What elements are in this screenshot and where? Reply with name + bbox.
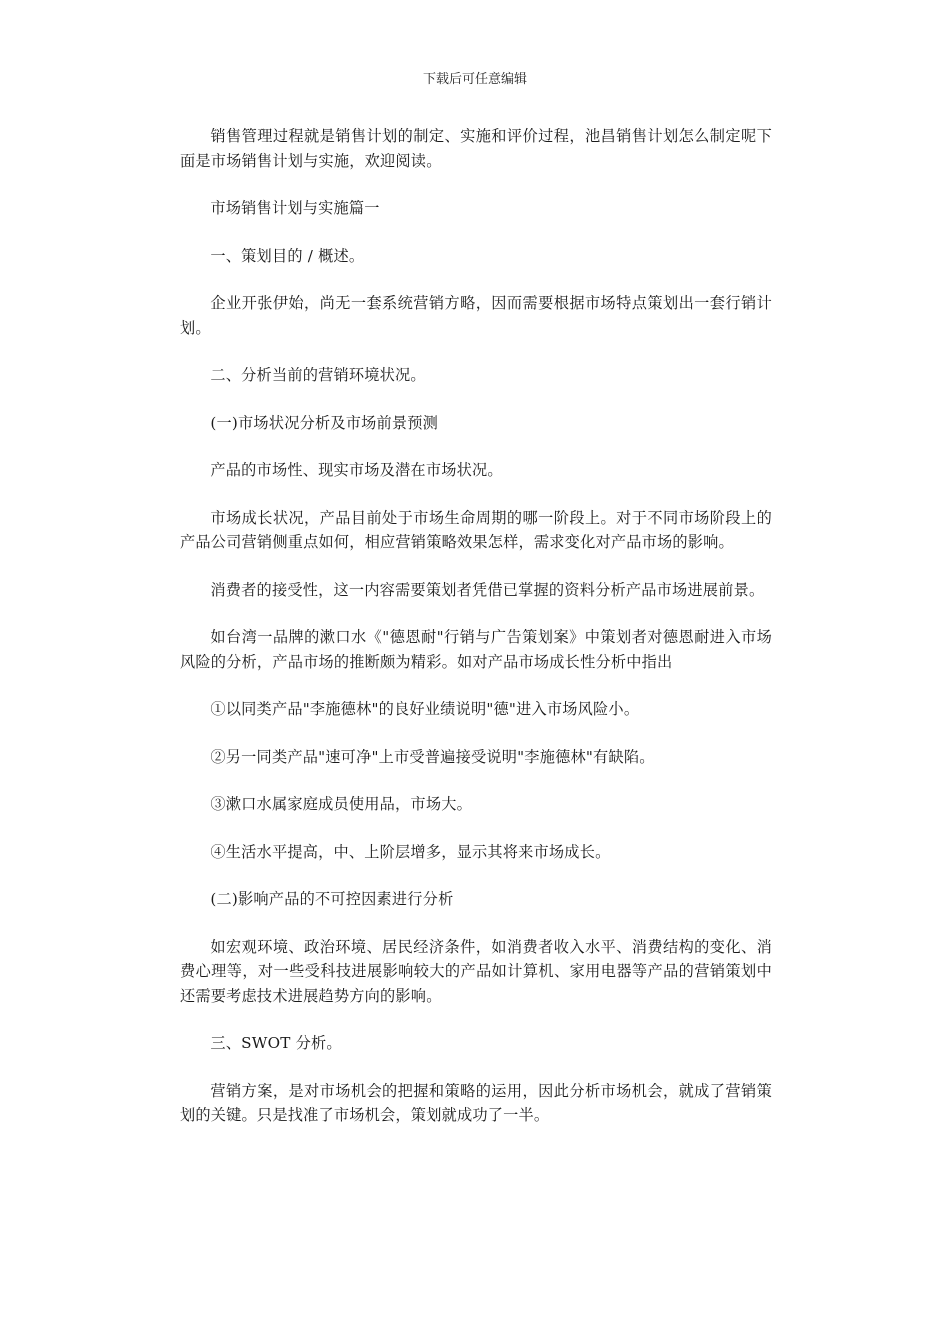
- paragraph: 企业开张伊始，尚无一套系统营销方略，因而需要根据市场特点策划出一套行销计划。: [180, 294, 772, 337]
- subheading-2: (二)影响产品的不可控因素进行分析: [210, 890, 454, 908]
- list-item: ①以同类产品"李施德林"的良好业绩说明"德"进入市场风险小。: [210, 700, 640, 718]
- header-note: 下载后可任意编辑: [422, 72, 527, 87]
- list-item: ④生活水平提高，中、上阶层增多，显示其将来市场成长。: [210, 842, 611, 861]
- paragraph: 如台湾一品牌的漱口水《"德恩耐"行销与广告策划案》中策划者对德恩耐进入市场风险的分析，产品市场的推断颇为精彩。如对产品市场成长性分析中指出: [180, 628, 772, 671]
- list-item: ③漱口水属家庭成员使用品，市场大。: [210, 795, 472, 813]
- paragraph: 营销方案，是对市场机会的把握和策略的运用，因此分析市场机会，就成了营销策划的关键。只是找准了市场机会，策划就成功了一半。: [180, 1081, 772, 1124]
- heading-2: 二、分析当前的营销环境状况。: [210, 366, 426, 384]
- paragraph: 市场成长状况，产品目前处于市场生命周期的哪一阶段上。对于不同市场阶段上的产品公司营销侧重点如何，相应营销策略效果怎样，需求变化对产品市场的影响。: [180, 508, 772, 551]
- subheading-1: (一)市场状况分析及市场前景预测: [210, 413, 439, 432]
- list-item: ②另一同类产品"速可净"上市受普遍接受说明"李施德林"有缺陷。: [210, 747, 655, 766]
- paragraph: 消费者的接受性，这一内容需要策划者凭借已掌握的资料分析产品市场进展前景。: [210, 580, 765, 599]
- paragraph-intro: 销售管理过程就是销售计划的制定、实施和评价过程，池昌销售计划怎么制定呢下面是市场销售计划与实施，欢迎阅读。: [180, 127, 772, 170]
- heading-1: 一、策划目的 / 概述。: [210, 246, 365, 265]
- document-body: [180, 124, 772, 1151]
- heading-3: 三、SWOT 分析。: [210, 1034, 342, 1052]
- paragraph: 如宏观环境、政治环境、居民经济条件，如消费者收入水平、消费结构的变化、消费心理等，对一些受科技进展影响较大的产品如计算机、家用电器等产品的营销策划中还需要考虑技术进展趋势方向的影响。: [180, 937, 772, 1005]
- paragraph: 产品的市场性、现实市场及潜在市场状况。: [210, 461, 503, 479]
- section-title: 市场销售计划与实施篇一: [210, 199, 380, 217]
